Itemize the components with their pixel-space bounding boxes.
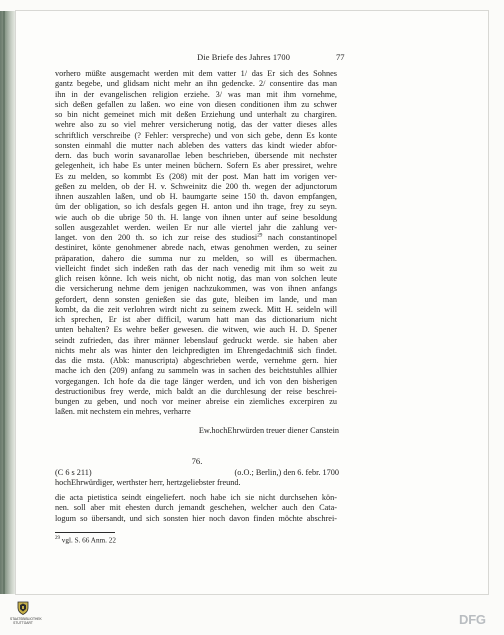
body-line: vielleicht findet sich indeßen rath das der nach venedig mit ihm so weit zu	[55, 263, 337, 273]
body-line: sonsten einmahl die mutter nach ableben des vatters das kindt wieder abfor-	[55, 140, 337, 150]
closing-signature: Ew.hochEhrwürden treuer diener Canstein	[198, 426, 339, 435]
body-line: seindt zufrieden, das ihrer männer lebenslauf gedruckt werde. sie haben aber	[55, 335, 337, 345]
body-line: sich deßen gefallen zu laßen. wo eine von diesen conditionen ihm zu schwer	[55, 99, 337, 109]
body-line: dern. das buch worin savanarollae leben beschrieben, übersende mit nechster	[55, 151, 337, 160]
body-line: die versicherung nehme dem jenigen nachzukommen, was von ihnen anfangs	[55, 284, 337, 294]
body-line: gefordert, denn sonsten genießen sie das gute, bleiben im lande, und man	[55, 294, 337, 304]
footnote-marker: 29	[55, 536, 60, 541]
body-line: gelegenheit, ich habe Es unter meinen büchern. Sofern Es aber pressiret, wehre	[55, 161, 337, 171]
salutation: hochEhrwürdiger, werthster herr, hertzgeliebster freund.	[55, 478, 241, 487]
place-date: (o.O.; Berlin,) den 6. febr. 1700	[234, 468, 339, 477]
body2-line: die acta pietistica seindt eingeliefert. noch habe ich sie nicht durchsehen kön-	[55, 493, 337, 502]
footnote	[55, 536, 116, 544]
footnote-text: vgl. S. 66 Anm. 22	[61, 536, 116, 545]
body-line: nichts mehr als was hinter den leichpredigten im Ehrengedachtniß sich findet.	[55, 345, 337, 355]
body-line: wie auch ob die ubrige 50 th. H. lange von ihnen unter auf seine besoldung	[55, 212, 337, 222]
footnote-rule	[55, 532, 115, 533]
body-line: destiniret, könte genohmener abrede nach, etwas genohmen werden, zu seiner	[55, 243, 337, 253]
body2-line: logum so übersandt, und sich sonsten hier noch davon finden möchte abschrei-	[55, 513, 337, 523]
body-line: mache ich den (209) anfang zu sammeln was in sachen des beichtstuhles allhier	[55, 366, 337, 376]
running-title: Die Briefe des Jahres 1700	[197, 53, 290, 62]
body-line: vorgegangen. Ich hofe da die tage länger werden, und ich von den bisherigen	[55, 376, 337, 386]
running-head	[0, 53, 290, 62]
body-line: schriftlich verschreibe (? Fehler: verspreche) und von sich gebe, denn Es konte	[55, 130, 337, 140]
book-spine-edge	[3, 11, 5, 594]
letter-body-continued	[55, 69, 337, 418]
body-line: vorhero müßte ausgemacht werden mit dem vatter 1/ das Er sich des Sohnes	[55, 69, 337, 78]
body-line: laßen. mit nechstem ein mehres, verharre	[55, 407, 191, 417]
library-logo	[10, 601, 42, 633]
body-line: ihn in der evangelischen religion erziehe. 3/ was man mit ihm vornehme,	[55, 89, 337, 99]
body-line: destructionibus frey werde, mich baldt an die durchlesung der reise beschrei-	[55, 386, 337, 396]
letter-number: 76.	[191, 456, 203, 466]
body-line: kombt, da die zeit verlohren wirdt nicht zu seinem zweck. Mitt H. seideln will	[55, 304, 337, 314]
letter-body-new	[55, 493, 337, 524]
body-line: geßen zu melden, ob der H. v. Schweinitz die 200 th. wegen der adjunctorum	[55, 181, 337, 191]
body-line: sollen ausgezahlet werden. weilen Er nur alle viertel jahr die zahlung ver-	[55, 222, 337, 232]
dfg-logo: DFG	[459, 612, 486, 627]
letter-heading	[55, 468, 339, 478]
page-number: 77	[336, 52, 345, 62]
body-line: bungen zu geben, und noch vor meiner abreise ein ziemliches excerpiren zu	[55, 397, 337, 406]
body-line: glich reisen könne. Ich weis nicht, ob nicht notig, das man von solchen leute	[55, 274, 337, 283]
body-line: üm der obligation, so ich desfals gegen H. anton und ihn trage, frey zu seyn.	[55, 202, 337, 212]
body-line: präparation, dahero die summa nur zu melden, so will es übermachen.	[55, 253, 337, 263]
body-line: wehre also zu so viel mehrer versicherung notig, das der vatter dieses alles	[55, 120, 337, 130]
body-line: ihnen auszahlen laßen, und ob H. baumgarte seine 150 th. davon empfangen,	[55, 192, 337, 201]
body-line: das die msta. (Abk: manuscripta) abgeschrieben werde, vernehme gern. hier	[55, 356, 337, 365]
body-line: ich sprechen, Er ist aber difficil, warum hatt man das dictionarium nicht	[55, 315, 337, 324]
body2-line: nen. soll aber mit ehesten durch jemandt geschehen, welcher auch den Cata-	[55, 503, 337, 513]
body-line: Es zu melden, so kommbt Es (208) mit der post. Man hatt im vorigen ver-	[55, 171, 337, 181]
archive-signature: (C 6 s 211)	[55, 468, 92, 477]
library-crest-icon	[17, 601, 29, 615]
body-line: langet. von den 200 th. so ich zur reise des studiosi$^{29}$ nach constantinopel	[55, 233, 337, 242]
library-caption: STAATSBIBLIOTHEK STUTTGART	[10, 617, 42, 625]
footnote-ref: 29	[257, 233, 263, 239]
body-line: so bin nicht gemeinet mich mit deßen Erziehung und unterhalt zu chargiren.	[55, 110, 337, 119]
body-line: unten behalten? Es wehre beßer gewesen. die witwen, wie auch H. D. Spener	[55, 325, 337, 335]
body-line: gantz begebe, und glidsam nicht mehr an ihn gedencke. 2/ consentire das man	[55, 79, 337, 89]
